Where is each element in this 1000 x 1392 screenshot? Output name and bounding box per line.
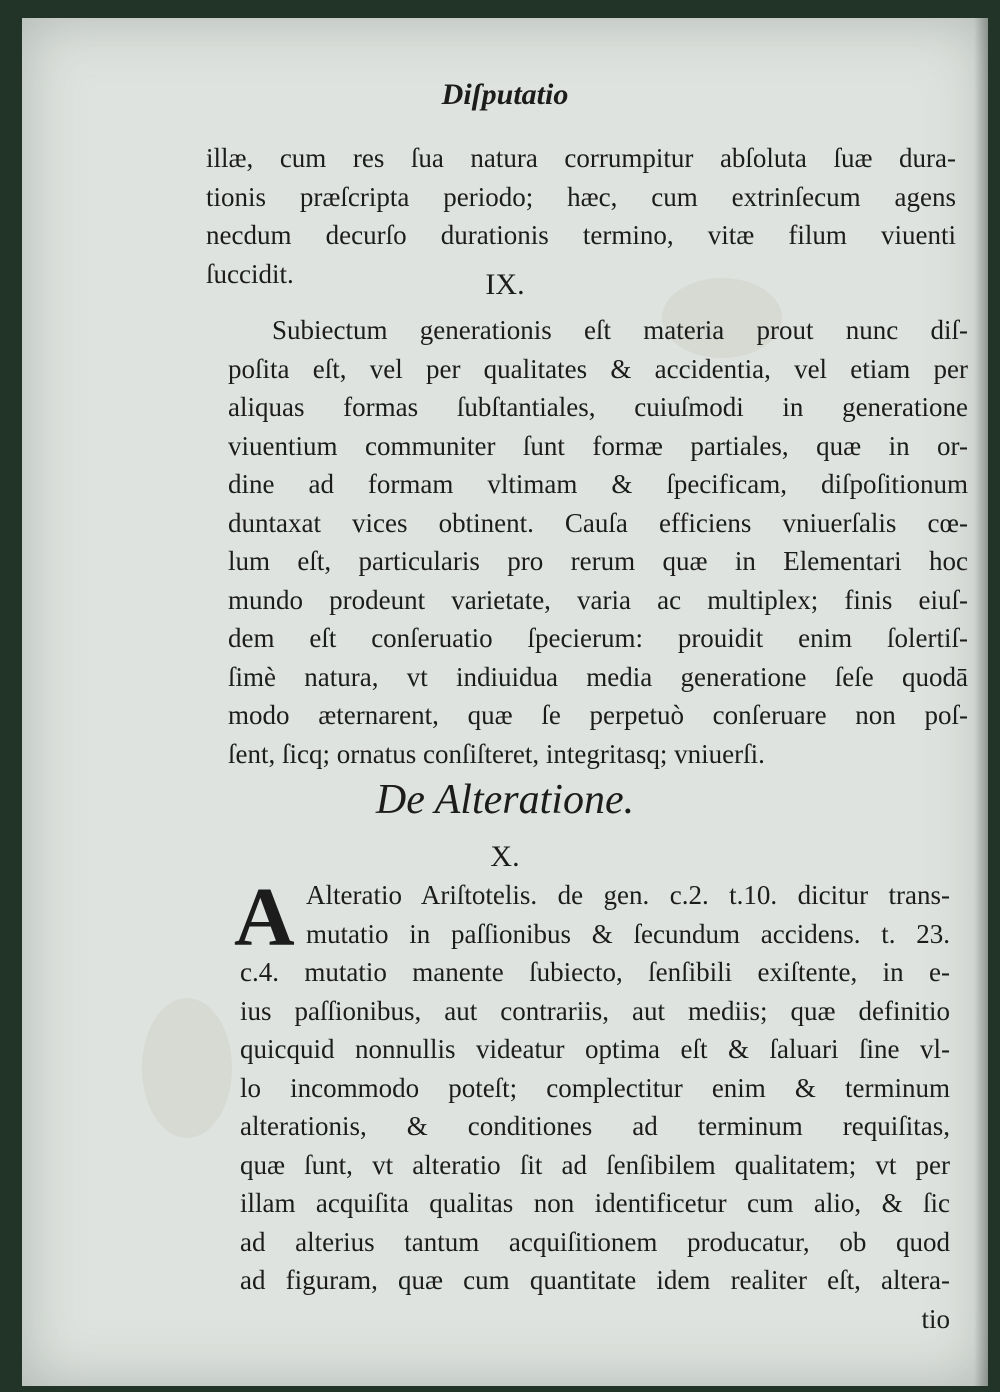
text-line: ſent, ſicq; ornatus conſiſteret, integritasq; vniuerſi. [228, 738, 765, 769]
text-line: Alteratio Ariſtotelis. de gen. c.2. t.10. dicitur trans- [306, 880, 950, 910]
text-line: modo æternarent, quæ ſe perpetuò conſeruare non poſ- [228, 700, 968, 730]
text-line: lo incommodo poteſt; complectitur enim & terminum [240, 1072, 950, 1103]
text-line: quicquid nonnullis videatur optima eſt & ſaluari ſine vl- [240, 1034, 950, 1064]
text-line: dine ad formam vltimam & ſpecificam, diſpoſitionum [228, 469, 968, 499]
text-line: ſuccidit. [206, 258, 294, 289]
text-line: duntaxat vices obtinent. Cauſa efficiens vniuerſalis cœ- [228, 507, 968, 538]
text-line: mutatio in paſſionibus & ſecundum accidens. t. 23. [306, 918, 950, 949]
text-line: ad figuram, quæ cum quantitate idem realiter eſt, altera- [240, 1265, 950, 1295]
text-line: ius paſſionibus, aut contrariis, aut mediis; quæ definitio [240, 995, 950, 1026]
text-line: viuentium communiter ſunt formæ partiales, quæ in or- [228, 430, 968, 461]
text-line: ſimè natura, vt indiuidua media generatione ſeſe quodā [228, 661, 968, 692]
text-line: lum eſt, particularis pro rerum quæ in Elementari hoc [228, 546, 968, 576]
text-line: dem eſt conſeruatio ſpecierum: prouidit enim ſolertiſ- [228, 623, 968, 653]
text-line: quæ ſunt, vt alteratio ſit ad ſenſibilem qualitatem; vt per [240, 1149, 950, 1180]
running-header: Diſputatio [441, 78, 569, 111]
text-line: aliquas formas ſubſtantiales, cuiuſmodi in generatione [228, 392, 968, 422]
text-line: necdum decurſo durationis termino, vitæ filum viuenti [206, 220, 956, 250]
book-page [22, 18, 988, 1386]
section-x-paragraph [240, 876, 950, 1338]
text-line: tionis præſcripta periodo; hæc, cum extrinſecum agens [206, 181, 956, 212]
section-number: IX. [485, 268, 525, 301]
text-line: Subiectum generationis eſt materia prout nunc diſ- [272, 315, 968, 345]
section-number: X. [490, 840, 520, 873]
text-line: alterationis, & conditiones ad terminum requiſitas, [240, 1111, 950, 1141]
paper-stain [142, 998, 232, 1138]
text-line: mundo prodeunt varietate, varia ac multiplex; finis eiuſ- [228, 584, 968, 615]
section-title: De Alteratione. [375, 777, 635, 823]
section-ix-paragraph [228, 311, 968, 773]
text-line: illam acquiſita qualitas non identificetur cum alio, & ſic [240, 1188, 950, 1218]
text-line: illæ, cum res ſua natura corrumpitur abſoluta ſuæ dura- [206, 143, 956, 173]
text-line: c.4. mutatio manente ſubiecto, ſenſibili exiſtente, in e- [240, 957, 950, 987]
catchword: tio [921, 1303, 950, 1334]
text-line: poſita eſt, vel per qualitates & accidentia, vel etiam per [228, 353, 968, 384]
text-line: ad alterius tantum acquiſitionem producatur, ob quod [240, 1226, 950, 1257]
drop-cap: A [234, 871, 295, 964]
